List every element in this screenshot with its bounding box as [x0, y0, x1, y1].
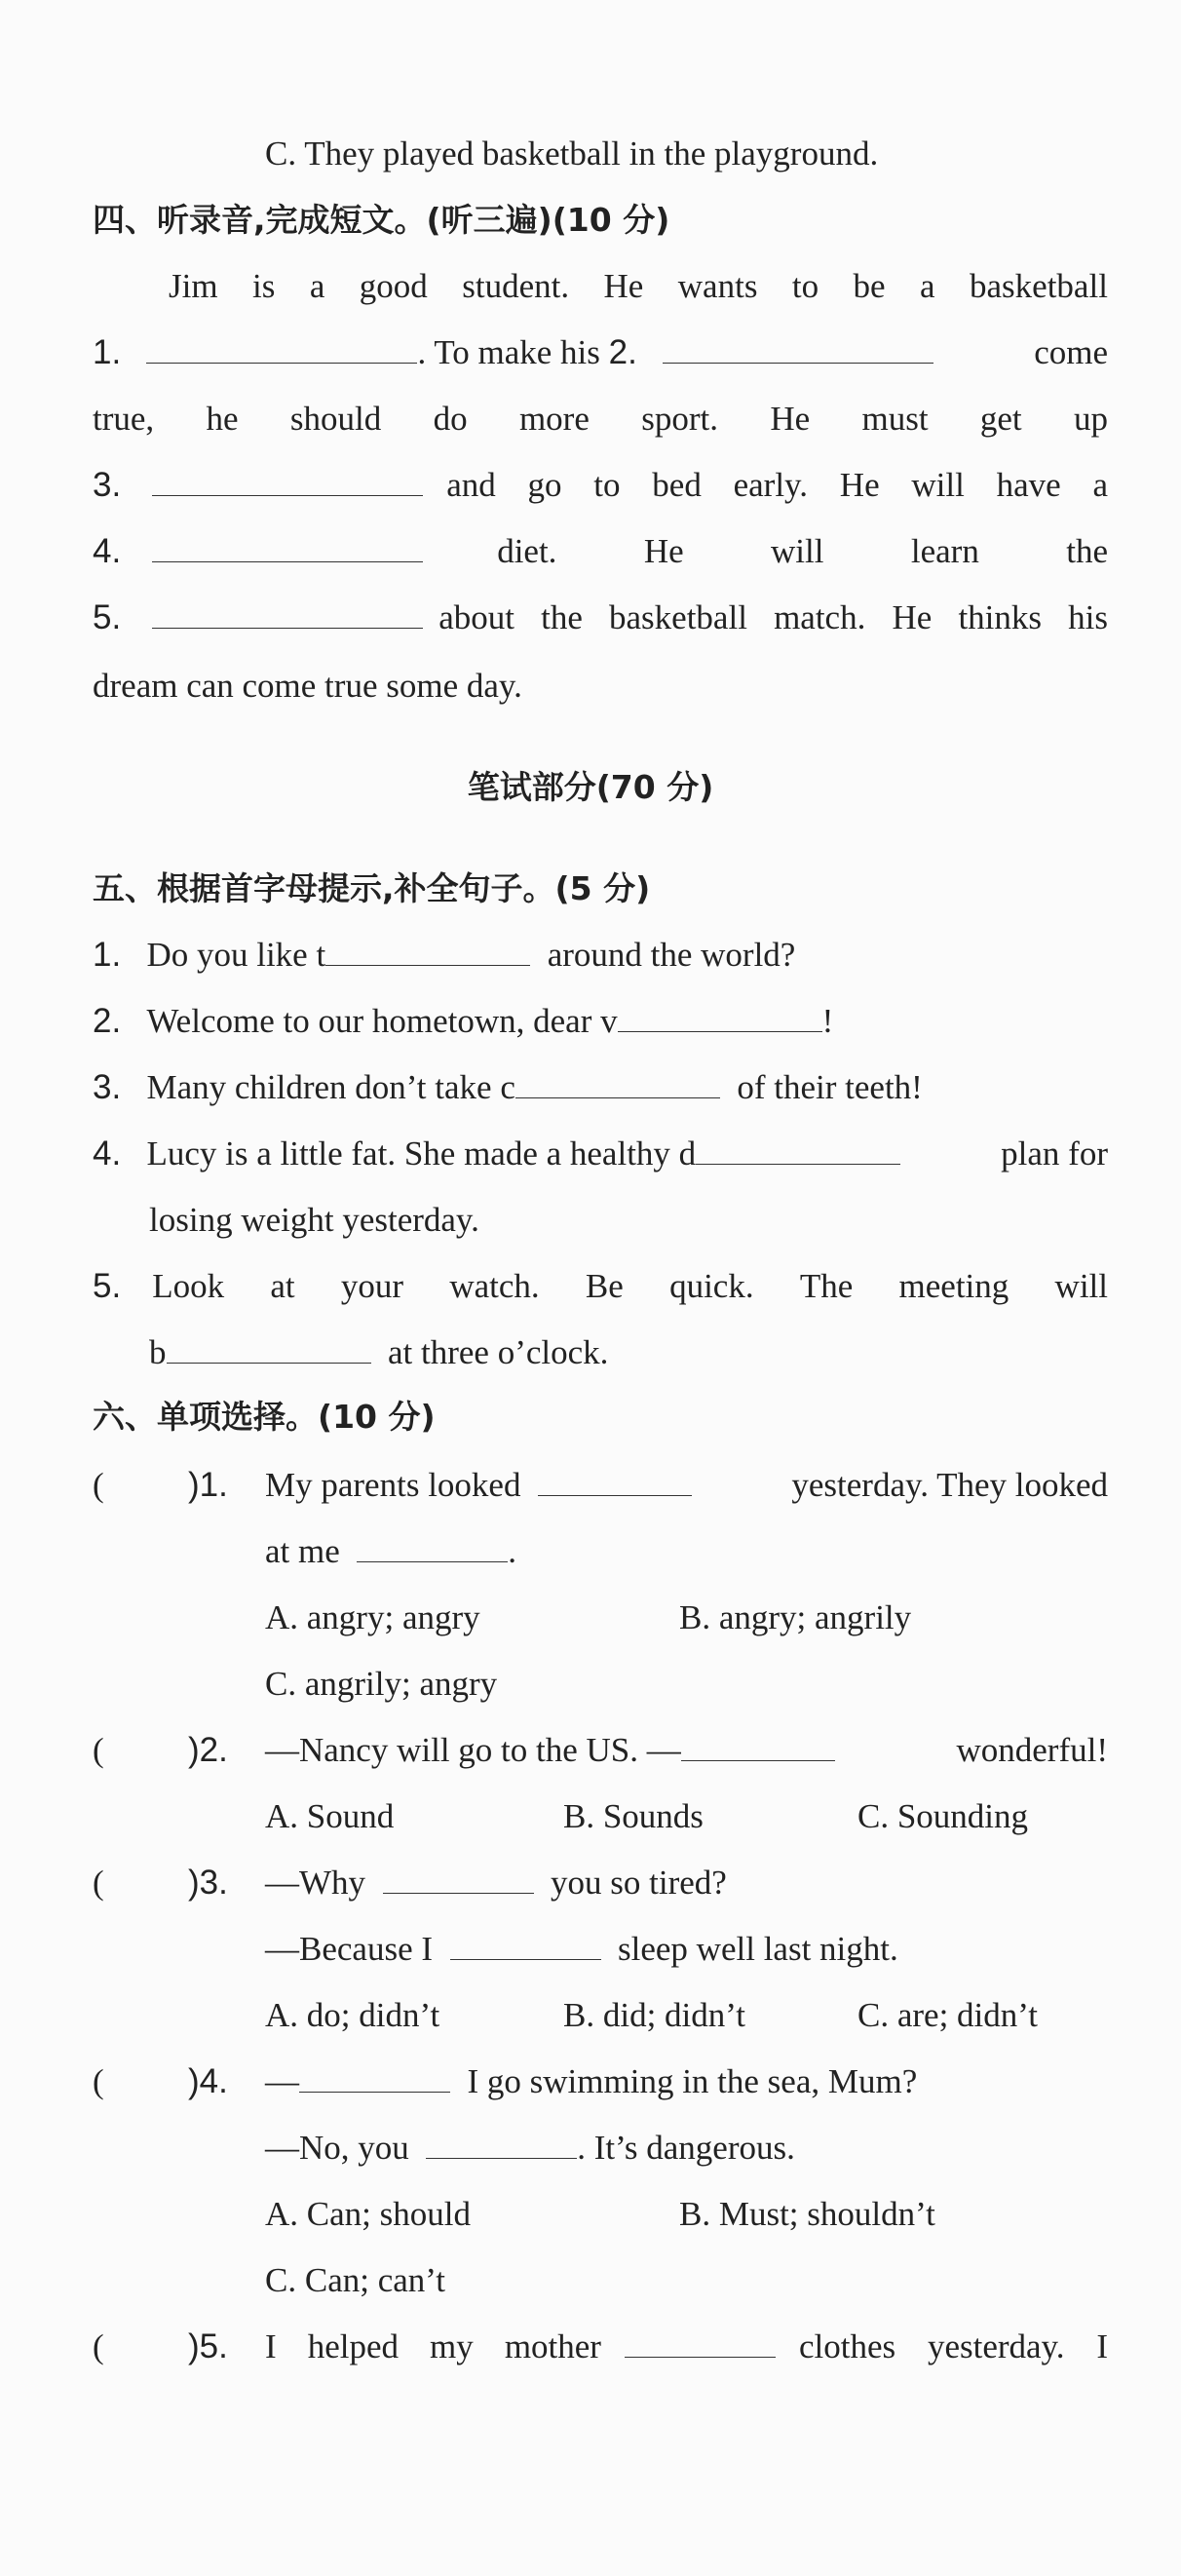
answer-blank[interactable] [325, 932, 530, 966]
word: bed [652, 466, 702, 504]
blank-number-5: 5. [93, 598, 122, 636]
word: the [1066, 532, 1108, 570]
word: he [206, 400, 239, 438]
answer-blank[interactable] [681, 1727, 835, 1761]
option-b[interactable]: B. Must; shouldn’t [679, 2195, 935, 2233]
word: to [791, 267, 819, 305]
word: sport. [641, 400, 718, 438]
mc-question-number-2: )2. [188, 1731, 228, 1769]
answer-blank[interactable] [299, 2058, 450, 2093]
option-c[interactable]: C. angrily; angry [265, 1665, 498, 1703]
passage-line-3 [93, 396, 1108, 442]
mc-question-1 [265, 1462, 1108, 1509]
question-text: at me [265, 1532, 340, 1570]
s5-question-1 [93, 932, 795, 979]
option-a[interactable]: A. do; didn’t [265, 1996, 440, 2034]
question-text: I go swimming in the sea, Mum? [467, 2062, 918, 2100]
word: basketball [970, 267, 1108, 305]
question-text: at three o’clock. [388, 1333, 609, 1371]
mc-question-number-3: )3. [188, 1864, 228, 1902]
word: have [996, 466, 1061, 504]
word: must [861, 400, 929, 438]
answer-blank[interactable] [618, 998, 822, 1032]
question-number: 3. [93, 1068, 122, 1106]
passage-line-6 [93, 595, 1108, 641]
word: a [1092, 466, 1108, 504]
word: meeting [898, 1267, 1010, 1305]
question-number: 2. [93, 1002, 122, 1040]
passage-words [497, 528, 1108, 575]
passage-line-1 [169, 263, 1108, 310]
question-number: 5. [93, 1267, 122, 1305]
blank-number-1: 1. [93, 333, 122, 371]
answer-paren[interactable]: ( [93, 2062, 104, 2100]
question-text: —Because I [265, 1930, 434, 1968]
word: yesterday. [927, 2327, 1065, 2365]
question-text: —Nancy will go to the US. — [265, 1731, 681, 1769]
word: should [289, 400, 382, 438]
passage-line-5 [93, 528, 1108, 575]
word: up [1074, 400, 1108, 438]
question-words [265, 2324, 601, 2370]
question-text: b [149, 1333, 167, 1371]
answer-blank[interactable] [426, 2125, 577, 2159]
word: true, [93, 400, 155, 438]
question-text: plan for [1001, 1134, 1108, 1173]
question-number: 1. [93, 936, 122, 974]
word: a [920, 267, 935, 305]
passage-line-2 [93, 329, 1108, 376]
s5-question-3 [93, 1064, 923, 1111]
question-text: sleep well last night. [618, 1930, 898, 1968]
word: mother [504, 2327, 601, 2365]
question-text: . [508, 1532, 517, 1570]
mc-question-2 [265, 1727, 1108, 1774]
option-b[interactable]: B. did; didn’t [563, 1996, 746, 2034]
question-text: Welcome to our hometown, dear v [146, 1002, 618, 1040]
question-number: 4. [93, 1134, 122, 1173]
section6-title: 六、单项选择。(10 分) [93, 1398, 436, 1436]
answer-blank-1[interactable] [146, 329, 417, 364]
section4-title: 四、听录音,完成短文。(听三遍)(10 分) [93, 201, 670, 239]
answer-blank[interactable] [538, 1462, 692, 1496]
word: to [593, 466, 621, 504]
question-text: ! [821, 1002, 834, 1040]
question-text: Lucy is a little fat. She made a healthy d [146, 1134, 697, 1173]
mc-question-1-line2 [265, 1528, 516, 1575]
word: He [770, 400, 811, 438]
option-a[interactable]: A. Sound [265, 1797, 395, 1835]
word: my [430, 2327, 474, 2365]
answer-blank[interactable] [625, 2324, 776, 2358]
question-text: Many children don’t take c [146, 1068, 515, 1106]
passage-words [446, 462, 1108, 509]
question-text: —Why [265, 1864, 366, 1902]
word: Jim [169, 267, 218, 305]
question-text: you so tired? [551, 1864, 727, 1902]
word: a [309, 267, 325, 305]
word: at [270, 1267, 295, 1305]
option-a[interactable]: A. Can; should [265, 2195, 471, 2233]
answer-blank[interactable] [450, 1926, 601, 1960]
word: Look [152, 1267, 225, 1305]
word: helped [307, 2327, 399, 2365]
word: He [839, 466, 880, 504]
mc-question-number-5: )5. [188, 2327, 228, 2365]
passage-line-7: dream can come true some day. [93, 667, 522, 705]
passage-text: about the basketball match. He thinks his [438, 598, 1108, 636]
answer-blank-2[interactable] [663, 329, 933, 364]
word: more [518, 400, 590, 438]
mc-question-number-4: )4. [188, 2062, 228, 2100]
mc-question-4-line2 [265, 2125, 795, 2172]
word: will [911, 466, 965, 504]
word: good [359, 267, 428, 305]
word: Be [585, 1267, 624, 1305]
word: watch. [449, 1267, 540, 1305]
word: student. [462, 267, 570, 305]
option-c[interactable]: C. are; didn’t [857, 1996, 1039, 2034]
word: diet. [497, 532, 557, 570]
s5-question-4-line2: losing weight yesterday. [149, 1201, 479, 1239]
answer-blank-5[interactable] [152, 595, 423, 629]
passage-text: . To make his [417, 333, 600, 371]
answer-blank[interactable] [383, 1860, 534, 1894]
mc-question-5 [265, 2324, 1108, 2370]
word: I [1096, 2327, 1108, 2365]
answer-blank[interactable] [167, 1329, 371, 1364]
word: get [979, 400, 1022, 438]
option-a[interactable]: A. angry; angry [265, 1598, 480, 1636]
option-b[interactable]: B. angry; angrily [679, 1598, 912, 1636]
word: quick. [669, 1267, 754, 1305]
blank-number-4: 4. [93, 532, 122, 570]
s5-question-5-line2 [149, 1329, 608, 1376]
answer-blank-4[interactable] [152, 528, 423, 562]
answer-blank[interactable] [357, 1528, 508, 1562]
question-text: My parents looked [265, 1466, 521, 1504]
word: do [433, 400, 468, 438]
word: learn [910, 532, 979, 570]
mc-question-number-1: )1. [188, 1466, 228, 1504]
question-text: —No, you [265, 2129, 409, 2167]
answer-blank[interactable] [515, 1064, 720, 1098]
answer-blank[interactable] [696, 1131, 900, 1165]
word: your [340, 1267, 404, 1305]
option-b[interactable]: B. Sounds [563, 1797, 704, 1835]
question-words [152, 1263, 1108, 1310]
question-text: Do you like t [146, 936, 326, 974]
word: clothes [799, 2327, 896, 2365]
option-c-previous: C. They played basketball in the playground. [265, 135, 879, 173]
blank-number-3: 3. [93, 466, 122, 504]
passage-text: come [1034, 333, 1108, 371]
question-text: — [265, 2062, 299, 2100]
passage-line-4 [93, 462, 1108, 509]
answer-blank-3[interactable] [152, 462, 423, 496]
question-text: around the world? [547, 936, 796, 974]
word: I [265, 2327, 277, 2365]
mc-question-3-line2 [265, 1926, 898, 1973]
word: He [603, 267, 644, 305]
word: go [527, 466, 562, 504]
section5-title: 五、根据首字母提示,补全句子。(5 分) [93, 869, 651, 907]
word: He [643, 532, 684, 570]
mc-question-3 [265, 1860, 727, 1906]
question-words [799, 2324, 1108, 2370]
question-text: of their teeth! [737, 1068, 923, 1106]
word: The [799, 1267, 854, 1305]
word: be [853, 267, 886, 305]
word: will [1054, 1267, 1108, 1305]
word: wants [677, 267, 758, 305]
question-text: wonderful! [956, 1731, 1108, 1769]
answer-paren[interactable]: ( [93, 2327, 104, 2365]
word: early. [733, 466, 809, 504]
mc-question-4 [265, 2058, 917, 2105]
question-text: yesterday. They looked [791, 1466, 1108, 1504]
written-part-title: 笔试部分(70 分) [467, 768, 714, 806]
option-c[interactable]: C. Can; can’t [265, 2261, 446, 2299]
blank-number-2: 2. [608, 333, 637, 371]
answer-paren[interactable]: ( [93, 1466, 104, 1504]
s5-question-5 [93, 1263, 1108, 1310]
s5-question-2 [93, 998, 833, 1045]
option-c[interactable]: C. Sounding [857, 1797, 1029, 1835]
s5-question-4 [93, 1131, 1108, 1177]
answer-paren[interactable]: ( [93, 1731, 104, 1769]
word: is [252, 267, 276, 305]
answer-paren[interactable]: ( [93, 1864, 104, 1902]
word: and [446, 466, 496, 504]
word: will [771, 532, 824, 570]
question-text: . It’s dangerous. [577, 2129, 795, 2167]
